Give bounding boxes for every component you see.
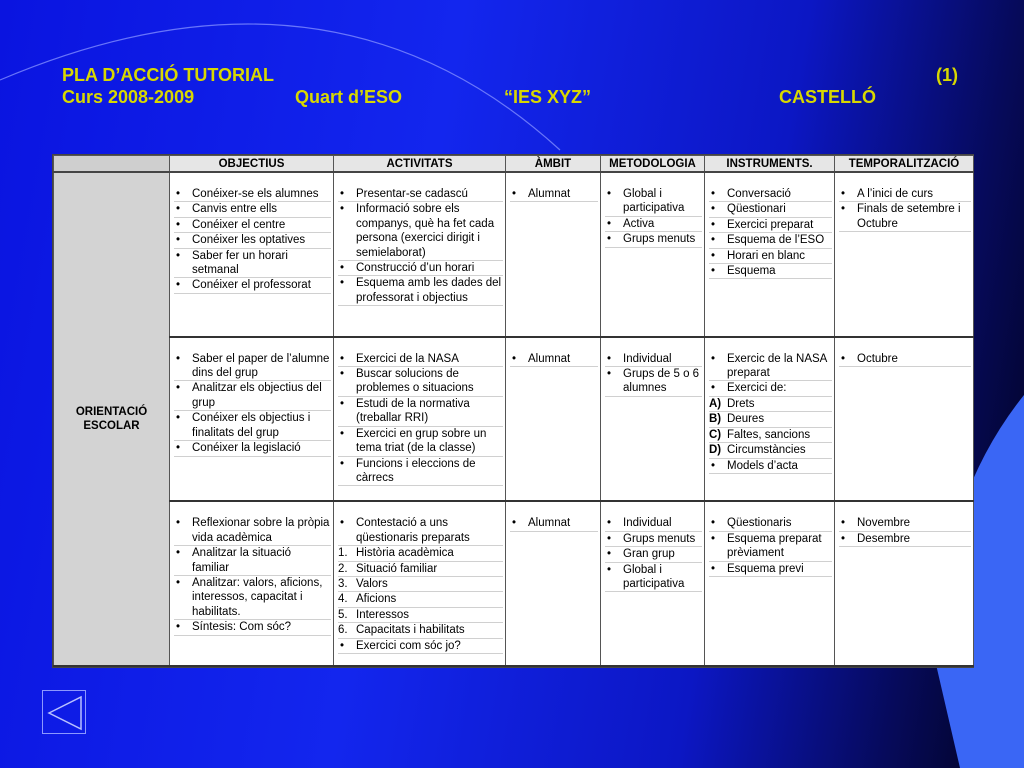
header-corner [54, 156, 170, 173]
row-header: ORIENTACIÓ ESCOLAR [54, 172, 170, 666]
ambit-cell [506, 337, 601, 502]
table-header-row [54, 156, 974, 173]
list-item: • Alumnat [510, 516, 598, 531]
list-item: • Gran grup [605, 547, 702, 562]
instruments-cell [705, 501, 835, 666]
metodologia-cell [601, 172, 705, 337]
activitats-cell [334, 337, 506, 502]
list-item: • Global i participativa [605, 187, 702, 217]
list-item: • Desembre [839, 532, 971, 547]
list-item: • Esquema previ [709, 562, 832, 577]
slide-number: (1) [936, 65, 958, 85]
list-item: • Qüestionari [709, 202, 832, 217]
course-year: Curs 2008-2009 [62, 87, 195, 107]
header-cell: INSTRUMENTS. [705, 156, 835, 173]
list-item: • Finals de setembre i Octubre [839, 202, 971, 232]
list-item: 1. Història acadèmica [338, 546, 503, 561]
list-item: A) Drets [709, 397, 832, 412]
list-item: • Saber fer un horari setmanal [174, 249, 331, 279]
list-item: • Models d’acta [709, 459, 832, 474]
activitats-cell [334, 172, 506, 337]
list-item: • Conéixer el professorat [174, 278, 331, 293]
objectius-cell [170, 172, 334, 337]
list-item: 5. Interessos [338, 608, 503, 623]
list-item: • Individual [605, 516, 702, 531]
list-item: C) Faltes, sancions [709, 428, 832, 443]
header-cell: TEMPORALITZACIÓ [835, 156, 974, 173]
list-item: • Global i participativa [605, 563, 702, 593]
temporalitzacio-cell [835, 172, 974, 337]
instruments-cell [705, 172, 835, 337]
ambit-cell [506, 501, 601, 666]
list-item: • Funcions i eleccions de càrrecs [338, 457, 503, 487]
list-item: 3. Valors [338, 577, 503, 592]
list-item: • Informació sobre els companys, què ha fet cada persona (exercici dirigit i semielaborat) [338, 202, 503, 261]
ambit-cell [506, 172, 601, 337]
list-item: • Esquema amb les dades del professorat i objectius [338, 276, 503, 306]
list-item: • Individual [605, 352, 702, 367]
metodologia-cell [601, 501, 705, 666]
list-item: • Exercici preparat [709, 218, 832, 233]
metodologia-cell [601, 337, 705, 502]
list-item: • Alumnat [510, 352, 598, 367]
table-row [54, 337, 974, 502]
list-item: • Esquema [709, 264, 832, 279]
header-cell: METODOLOGIA [601, 156, 705, 173]
list-item: • Conversació [709, 187, 832, 202]
objectius-cell [170, 337, 334, 502]
city-name: CASTELLÓ [779, 87, 876, 107]
list-item: • Canvis entre ells [174, 202, 331, 217]
header-cell: OBJECTIUS [170, 156, 334, 173]
title-text: PLA D’ACCIÓ TUTORIAL [62, 65, 274, 85]
tutorial-plan-table [52, 154, 974, 668]
back-triangle-icon [43, 691, 87, 735]
list-item: • Activa [605, 217, 702, 232]
activitats-cell [334, 501, 506, 666]
list-item: D) Circumstàncies [709, 443, 832, 458]
list-item: 2. Situació familiar [338, 562, 503, 577]
list-item: • Analitzar els objectius del grup [174, 381, 331, 411]
list-item: • Conéixer les optatives [174, 233, 331, 248]
list-item: • A l’inici de curs [839, 187, 971, 202]
list-item: • Exercici de: [709, 381, 832, 396]
list-item: • Contestació a uns qüestionaris preparats [338, 516, 503, 546]
list-item: • Analitzar la situació familiar [174, 546, 331, 576]
back-button[interactable] [42, 690, 86, 734]
list-item: • Estudi de la normativa (treballar RRI) [338, 397, 503, 427]
list-item: • Conéixer els objectius i finalitats del grup [174, 411, 331, 441]
list-item: • Conéixer el centre [174, 218, 331, 233]
list-item: • Presentar-se cadascú [338, 187, 503, 202]
list-item: • Grups menuts [605, 232, 702, 247]
list-item: • Construcció d’un horari [338, 261, 503, 276]
list-item: • Exercici de la NASA [338, 352, 503, 367]
course-level: Quart d’ESO [295, 87, 403, 107]
table-row [54, 172, 974, 337]
list-item: • Conéixer la legislació [174, 441, 331, 456]
school-name: “IES XYZ” [504, 87, 592, 107]
list-item: • Qüestionaris [709, 516, 832, 531]
list-item: B) Deures [709, 412, 832, 427]
list-item: • Grups menuts [605, 532, 702, 547]
list-item: • Analitzar: valors, aficions, interessos, capacitat i habilitats. [174, 576, 331, 620]
list-item: • Horari en blanc [709, 249, 832, 264]
header-cell: ACTIVITATS [334, 156, 506, 173]
list-item: • Novembre [839, 516, 971, 531]
list-item: • Grups de 5 o 6 alumnes [605, 367, 702, 397]
slide-title [62, 64, 962, 108]
list-item: • Exercici en grup sobre un tema triat (de la classe) [338, 427, 503, 457]
list-item: • Exercici com sóc jo? [338, 639, 503, 654]
list-item: 6. Capacitats i habilitats [338, 623, 503, 638]
list-item: • Exercic de la NASA preparat [709, 352, 832, 382]
list-item: • Buscar solucions de problemes o situacions [338, 367, 503, 397]
instruments-cell [705, 337, 835, 502]
list-item: 4. Aficions [338, 592, 503, 607]
header-cell: ÀMBIT [506, 156, 601, 173]
objectius-cell [170, 501, 334, 666]
list-item: • Saber el paper de l’alumne dins del grup [174, 352, 331, 382]
temporalitzacio-cell [835, 337, 974, 502]
table-row [54, 501, 974, 666]
list-item: • Reflexionar sobre la pròpia vida acadèmica [174, 516, 331, 546]
list-item: • Conéixer-se els alumnes [174, 187, 331, 202]
list-item: • Esquema de l’ESO [709, 233, 832, 248]
list-item: • Octubre [839, 352, 971, 367]
list-item: • Alumnat [510, 187, 598, 202]
list-item: • Síntesis: Com sóc? [174, 620, 331, 635]
list-item: • Esquema preparat prèviament [709, 532, 832, 562]
temporalitzacio-cell [835, 501, 974, 666]
